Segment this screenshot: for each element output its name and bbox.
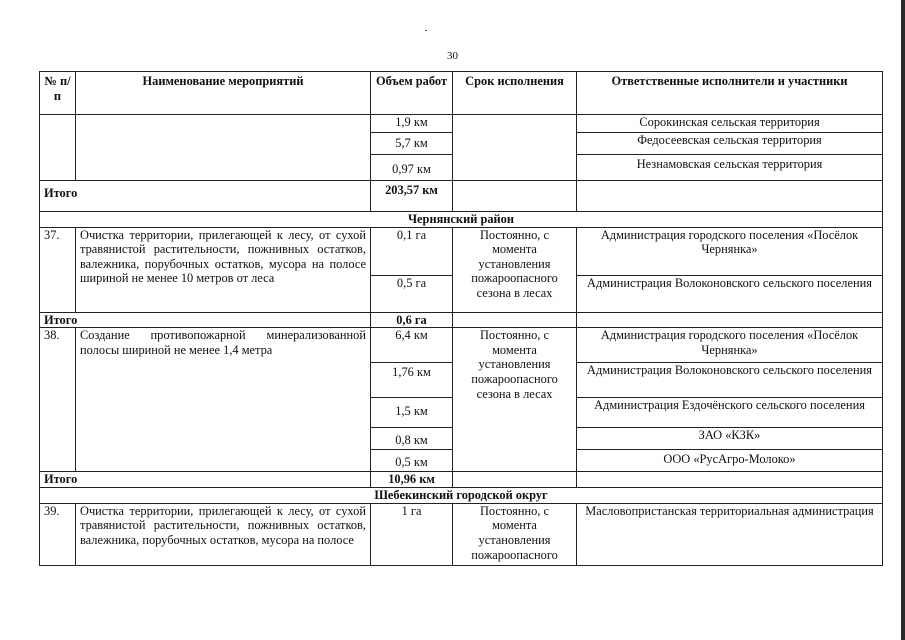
volume-cell: 0,1 га bbox=[371, 227, 453, 275]
total-row bbox=[40, 472, 883, 488]
item-number: 37. bbox=[40, 227, 76, 312]
item-number: 38. bbox=[40, 328, 76, 472]
resp-cell: Сорокинская сельская территория bbox=[577, 115, 883, 133]
total-label: Итого bbox=[40, 181, 371, 212]
empty-name-cell bbox=[76, 115, 371, 181]
section-title-chern: Чернянский район bbox=[40, 212, 883, 228]
resp-cell: Администрация Ездочёнского сельского поселения bbox=[577, 398, 883, 428]
volume-cell: 0,8 км bbox=[371, 428, 453, 450]
empty-cell bbox=[577, 181, 883, 212]
volume-cell: 6,4 км bbox=[371, 328, 453, 363]
item-description: Создание противопожарной минерализованной полосы шириной не менее 1,4 метра bbox=[76, 328, 371, 472]
measures-table bbox=[39, 71, 883, 566]
volume-cell: 1 га bbox=[371, 503, 453, 565]
header-term: Срок исполнения bbox=[453, 72, 577, 115]
term-cell: Постоянно, с момента установления пожароопасного сезона в лесах bbox=[453, 227, 577, 312]
table-row bbox=[40, 115, 883, 133]
total-value: 203,57 км bbox=[371, 181, 453, 212]
empty-cell bbox=[453, 472, 577, 488]
term-cell: Постоянно, с момента установления пожароопасного сезона в лесах bbox=[453, 328, 577, 472]
resp-cell: Незнамовская сельская территория bbox=[577, 155, 883, 181]
resp-cell: Администрация Волоконовского сельского поселения bbox=[577, 363, 883, 398]
resp-cell: Администрация городского поселения «Посёлок Чернянка» bbox=[577, 227, 883, 275]
item-description: Очистка территории, прилегающей к лесу, от сухой травянистой растительности, пожнивных остатков, валежника, порубочных остатков, мусора на полосе bbox=[76, 503, 371, 565]
total-value: 10,96 км bbox=[371, 472, 453, 488]
empty-num-cell bbox=[40, 115, 76, 181]
resp-cell: Федосеевская сельская территория bbox=[577, 133, 883, 155]
total-value: 0,6 га bbox=[371, 312, 453, 328]
scan-mark bbox=[425, 30, 427, 31]
empty-cell bbox=[453, 312, 577, 328]
volume-cell: 0,5 га bbox=[371, 275, 453, 312]
volume-cell: 1,76 км bbox=[371, 363, 453, 398]
table-row bbox=[40, 503, 883, 565]
scan-edge bbox=[901, 0, 905, 640]
resp-cell: Масловопристанская территориальная администрация bbox=[577, 503, 883, 565]
volume-cell: 1,9 км bbox=[371, 115, 453, 133]
total-row bbox=[40, 181, 883, 212]
header-num: № п/п bbox=[40, 72, 76, 115]
table-row bbox=[40, 328, 883, 363]
item-description: Очистка территории, прилегающей к лесу, от сухой травянистой растительности, пожнивных остатков, валежника, порубочных остатков, мусора на полосе шириной не менее 10 метров от леса bbox=[76, 227, 371, 312]
section-row bbox=[40, 487, 883, 503]
volume-cell: 0,5 км bbox=[371, 450, 453, 472]
page-number: 30 bbox=[447, 50, 458, 62]
total-label: Итого bbox=[40, 312, 371, 328]
resp-cell: Администрация городского поселения «Посёлок Чернянка» bbox=[577, 328, 883, 363]
section-row bbox=[40, 212, 883, 228]
header-resp: Ответственные исполнители и участники bbox=[577, 72, 883, 115]
empty-cell bbox=[453, 181, 577, 212]
volume-cell: 5,7 км bbox=[371, 133, 453, 155]
empty-cell bbox=[577, 472, 883, 488]
resp-cell: ЗАО «КЗК» bbox=[577, 428, 883, 450]
empty-cell bbox=[577, 312, 883, 328]
resp-cell: ООО «РусАгро-Молоко» bbox=[577, 450, 883, 472]
volume-cell: 1,5 км bbox=[371, 398, 453, 428]
term-cell: Постоянно, с момента установления пожароопасного bbox=[453, 503, 577, 565]
section-title-shebek: Шебекинский городской округ bbox=[40, 487, 883, 503]
volume-cell: 0,97 км bbox=[371, 155, 453, 181]
header-name: Наименование мероприятий bbox=[76, 72, 371, 115]
empty-term-cell bbox=[453, 115, 577, 181]
item-number: 39. bbox=[40, 503, 76, 565]
total-row bbox=[40, 312, 883, 328]
header-volume: Объем работ bbox=[371, 72, 453, 115]
resp-cell: Администрация Волоконовского сельского поселения bbox=[577, 275, 883, 312]
table-row bbox=[40, 227, 883, 275]
header-row bbox=[40, 72, 883, 115]
total-label: Итого bbox=[40, 472, 371, 488]
